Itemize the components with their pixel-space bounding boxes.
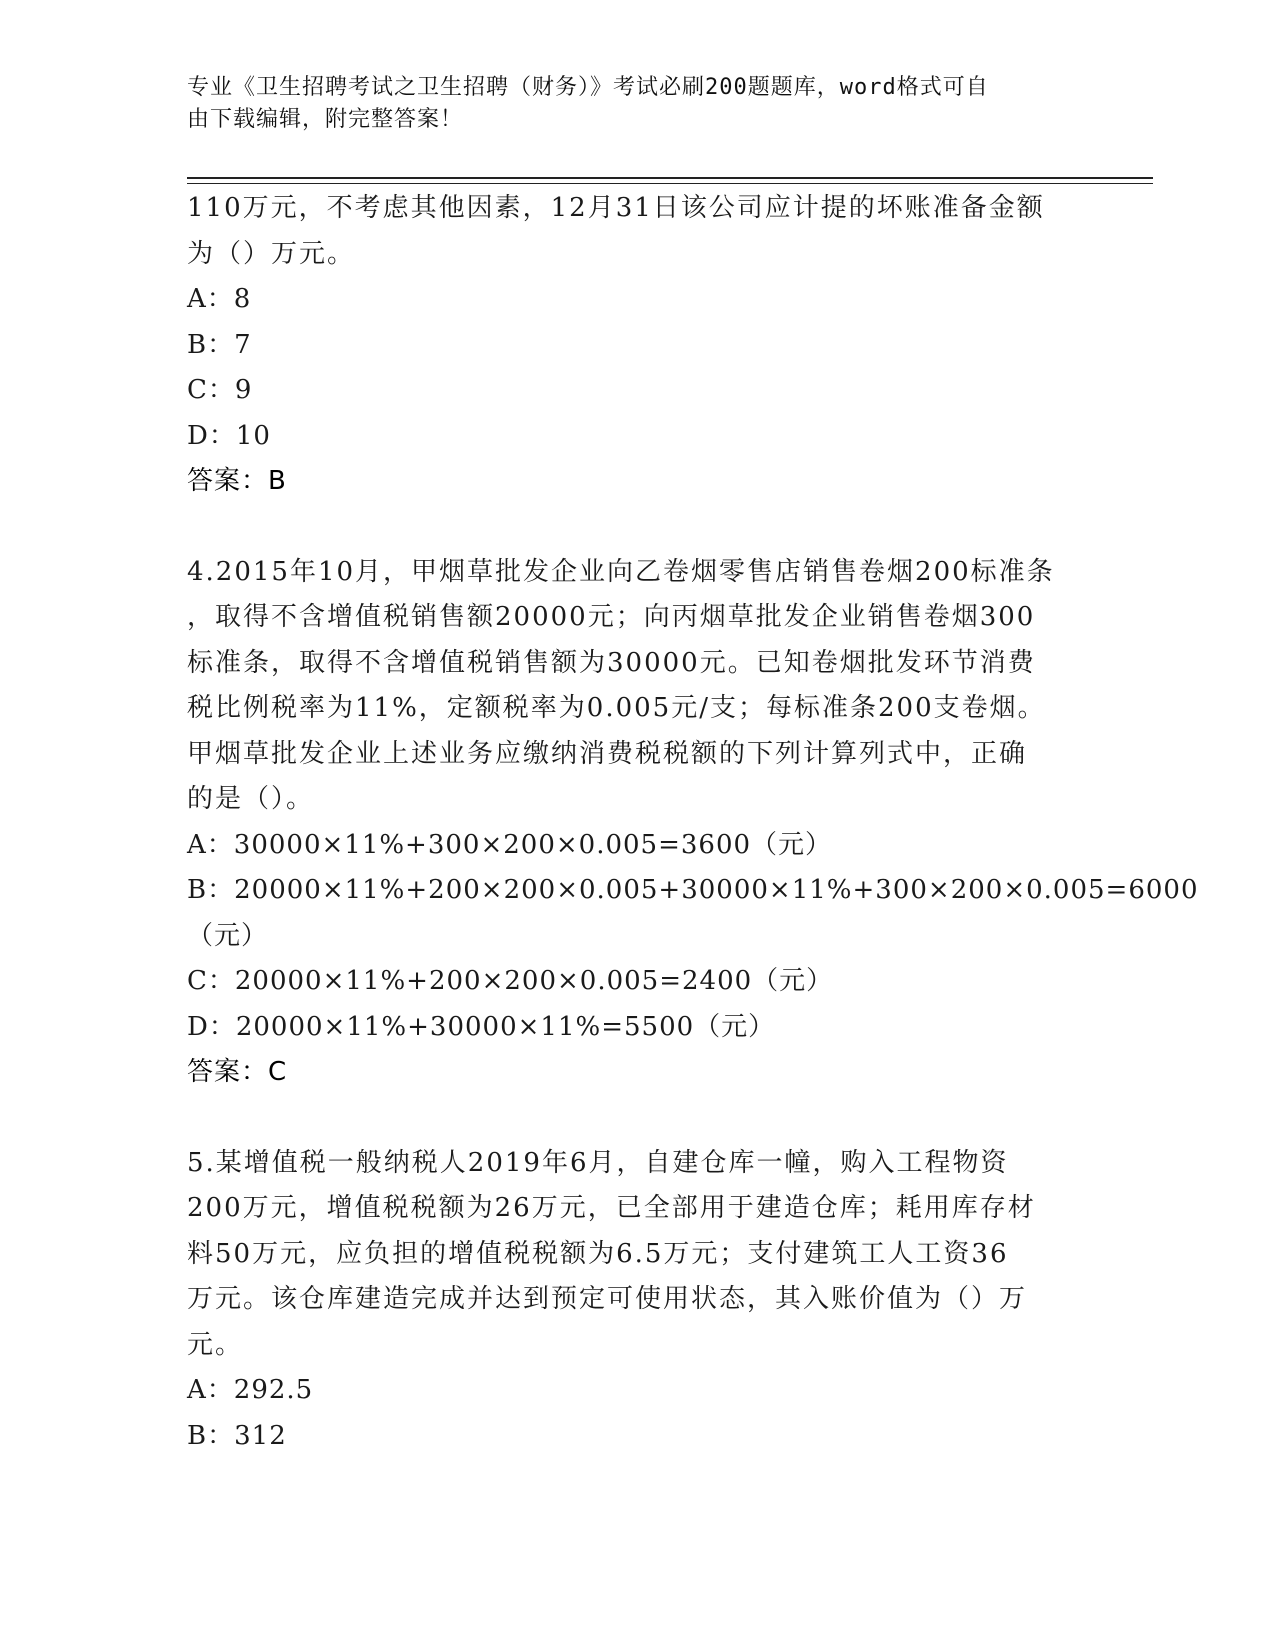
option-b: B：7 [187, 329, 252, 360]
question-stem-line: 为（）万元。 [187, 238, 356, 269]
question-stem-line: 5.某增值税一般纳税人2019年6月，自建仓库一幢，购入工程物资 [187, 1147, 1009, 1178]
question-stem-line: 料50万元，应负担的增值税税额为6.5万元；支付建筑工人工资36 [187, 1238, 1009, 1269]
option-b: B：20000×11%+200×200×0.005+30000×11%+300×200×0.005=6000 [187, 875, 1199, 905]
answer-line: 答案：B [187, 466, 287, 496]
spacer [187, 505, 1087, 550]
question-stem-line: 万元。该仓库建造完成并达到预定可使用状态，其入账价值为（）万 [187, 1284, 1028, 1314]
option-d: D：20000×11%+30000×11%=5500（元） [187, 1011, 776, 1042]
question-5 [187, 1141, 1087, 1460]
option-d: D：10 [187, 420, 271, 451]
question-stem-line: 标准条，取得不含增值税销售额为30000元。已知卷烟批发环节消费 [187, 647, 1036, 678]
question-stem-line: 元。 [187, 1329, 244, 1360]
question-stem-line: 200万元，增值税税额为26万元，已全部用于建造仓库；耗用库存材 [187, 1193, 1036, 1223]
option-c: C：9 [187, 375, 253, 405]
spacer [187, 1096, 1087, 1141]
question-stem-line: ，取得不含增值税销售额20000元；向丙烟草批发企业销售卷烟300 [187, 602, 1036, 632]
document-body [187, 186, 1199, 1459]
option-a: A：292.5 [187, 1375, 314, 1405]
document-header [187, 72, 1067, 136]
option-c: C：20000×11%+200×200×0.005=2400（元） [187, 966, 834, 996]
header-divider-thick [187, 177, 1153, 179]
question-stem-line: 的是（）。 [187, 784, 315, 814]
option-a: A：8 [187, 284, 252, 314]
header-title-line-1: 专业《卫生招聘考试之卫生招聘（财务）》考试必刷200题题库，word格式可自 [187, 75, 989, 100]
answer-line: 答案：C [187, 1057, 288, 1087]
question-stem-line: 4.2015年10月，甲烟草批发企业向乙卷烟零售店销售卷烟200标准条 [187, 556, 1055, 587]
question-stem-line: 110万元，不考虑其他因素，12月31日该公司应计提的坏账准备金额 [187, 193, 1045, 223]
option-a: A：30000×11%+300×200×0.005=3600（元） [187, 829, 833, 860]
question-4 [187, 550, 1199, 1096]
question-stem-line: 税比例税率为11%，定额税率为0.005元/支；每标准条200支卷烟。 [187, 693, 1046, 723]
option-b: B：312 [187, 1420, 287, 1451]
header-divider-thin [187, 183, 1153, 184]
question-3 [187, 186, 1087, 505]
header-title-line-2: 由下载编辑，附完整答案！ [187, 107, 464, 132]
question-stem-line: 甲烟草批发企业上述业务应缴纳消费税税额的下列计算列式中，正确 [187, 738, 1028, 769]
option-b-continued: （元） [187, 920, 269, 951]
